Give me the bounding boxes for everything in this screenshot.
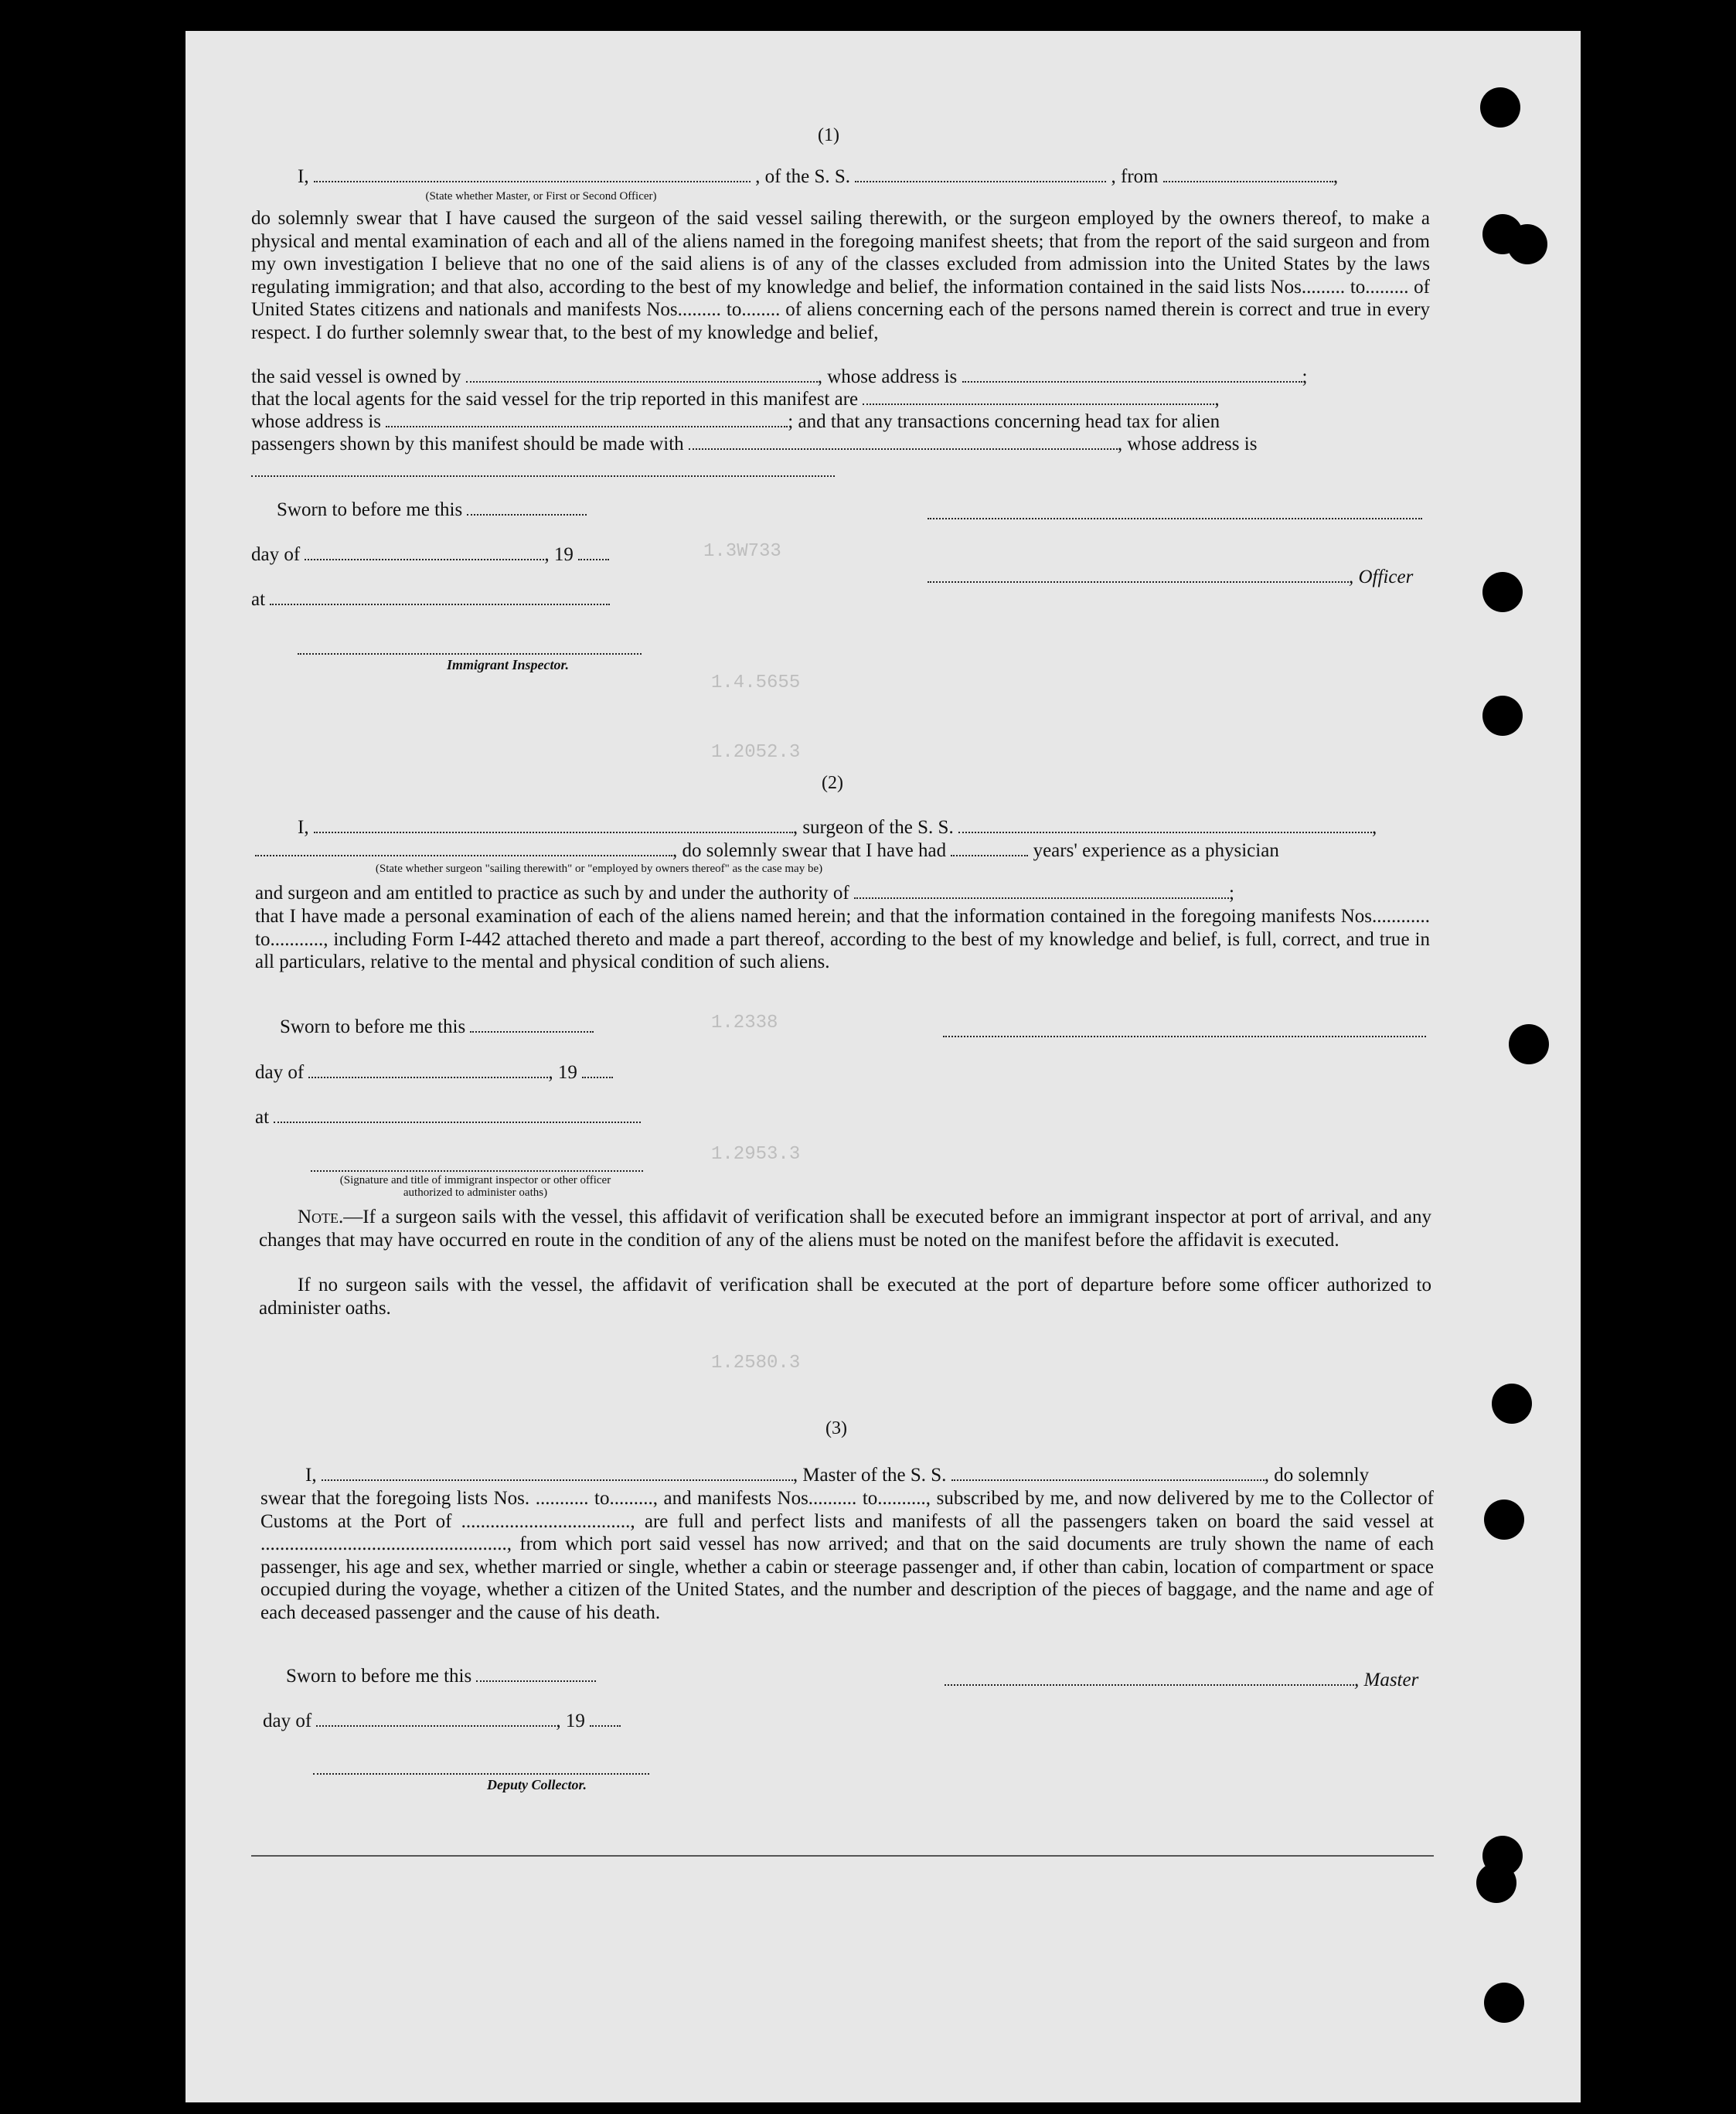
- i-label: I,: [298, 817, 309, 838]
- section-1-at-line: [251, 589, 610, 611]
- agent-address-field[interactable]: [386, 412, 788, 427]
- punch-hole: [1482, 572, 1523, 612]
- surgeon-of-label: , surgeon of the S. S.: [792, 817, 954, 838]
- at-place-field[interactable]: [274, 1108, 641, 1123]
- vessel-name-field[interactable]: [958, 818, 1372, 833]
- i-label: I,: [298, 166, 309, 187]
- section-2-day-line: [255, 1062, 613, 1084]
- master-label: , Master: [1354, 1670, 1419, 1690]
- bleed-through-mark: 1.3W733: [703, 541, 781, 562]
- year-prefix: , 19: [556, 1711, 585, 1731]
- sworn-date-field[interactable]: [470, 1017, 594, 1033]
- collector-caption: Deputy Collector.: [487, 1777, 587, 1792]
- collector-signature-field[interactable]: [313, 1772, 649, 1775]
- officer-signature-field[interactable]: [928, 516, 1422, 519]
- punch-hole: [1476, 1863, 1516, 1903]
- inspector-caption: Immigrant Inspector.: [447, 657, 570, 672]
- year-prefix: , 19: [548, 1062, 577, 1083]
- section-2-at-line: [255, 1107, 641, 1128]
- section-2-sworn-line: [280, 1016, 594, 1038]
- whose-address-label: , whose address is: [817, 366, 958, 387]
- punch-hole: [1492, 1384, 1532, 1424]
- section-3-oath-text: swear that the foregoing lists Nos. ........... to........., and manifests Nos.......... to.........., subscribed by me, and now delivered by me to the Collector of Customs at the Port of ..................................., are full and perfect lists and manifests of all the passengers taken on board the said vessel at ..................................................., from which port said vessel has now arrived; and that on the said documents are truly shown the name of each passenger, his age and sex, whether married or single, whether a cabin or steerage passenger and, if other than cabin, location of compartment or space occupied during the voyage, whether a citizen of the United States, and the number and description of the pieces of baggage, and the name and age of each deceased passenger and the cause of his death.: [260, 1488, 1434, 1623]
- bottom-rule: [251, 1855, 1434, 1857]
- head-tax-address-label: , whose address is: [1117, 434, 1258, 454]
- section-3-day-line: [263, 1711, 621, 1732]
- day-of-label: day of: [263, 1711, 312, 1731]
- punch-hole: [1480, 87, 1520, 128]
- officer-title-line: [928, 567, 1413, 588]
- punch-hole: [1507, 224, 1547, 264]
- owned-by-label: the said vessel is owned by: [251, 366, 461, 387]
- local-agents-line: that the local agents for the said vessel for the trip reported in this manifest are ,: [251, 389, 1220, 410]
- bleed-through-mark: 1.4.5655: [711, 672, 801, 693]
- officer-name-field[interactable]: [314, 167, 751, 182]
- sworn-label: Sworn to before me this: [277, 499, 463, 520]
- owned-by-line: the said vessel is owned by , whose address is ;: [251, 366, 1308, 387]
- section-1-number: (1): [818, 125, 839, 145]
- oath-officer-signature-field[interactable]: [311, 1169, 643, 1172]
- day-field[interactable]: [316, 1711, 556, 1727]
- do-solemnly-label: , do solemnly swear that I have had: [672, 840, 947, 861]
- section-3-sworn-line: [286, 1666, 596, 1687]
- section-1-sworn-line: [277, 499, 587, 521]
- owner-address-field[interactable]: [962, 367, 1302, 383]
- sworn-date-field[interactable]: [467, 500, 587, 516]
- head-tax-label: ; and that any transactions concerning head tax for alien: [788, 411, 1220, 432]
- day-of-label: day of: [255, 1062, 305, 1083]
- from-port-field[interactable]: [1163, 167, 1333, 182]
- officer-rank-caption: (State whether Master, or First or Second Officer): [425, 190, 657, 203]
- sworn-date-field[interactable]: [476, 1666, 596, 1682]
- entitled-label: and surgeon and am entitled to practice as such by and under the authority of: [255, 883, 849, 904]
- master-of-label: , Master of the S. S.: [792, 1465, 947, 1486]
- authority-field[interactable]: [854, 883, 1229, 899]
- experience-line: [255, 840, 1279, 862]
- local-agents-field[interactable]: [863, 390, 1214, 405]
- at-place-field[interactable]: [270, 590, 610, 605]
- owner-field[interactable]: [466, 367, 818, 383]
- of-ss-label: , of the S. S.: [755, 166, 851, 187]
- at-label: at: [255, 1107, 270, 1128]
- punch-hole: [1484, 1983, 1524, 2023]
- inspector-signature-field[interactable]: [298, 652, 642, 655]
- bleed-through-mark: 1.2580.3: [711, 1353, 801, 1374]
- year-field[interactable]: [590, 1711, 621, 1727]
- agent-address-line: [251, 411, 1220, 433]
- surgeon-signature-field[interactable]: [943, 1034, 1426, 1037]
- section-2-note-2: [259, 1274, 1431, 1319]
- punch-hole: [1482, 696, 1523, 736]
- year-field[interactable]: [582, 1063, 613, 1078]
- day-field[interactable]: [305, 545, 544, 560]
- section-1-day-line: [251, 544, 609, 566]
- bleed-through-mark: 1.2953.3: [711, 1144, 801, 1165]
- head-tax-agent-field[interactable]: [689, 434, 1118, 450]
- local-agents-label: that the local agents for the said vessel for the trip reported in this manifest are: [251, 389, 859, 410]
- head-tax-line: [251, 434, 1257, 455]
- sworn-label: Sworn to before me this: [280, 1016, 466, 1037]
- do-solemnly-label: , do solemnly: [1264, 1465, 1370, 1486]
- surgeon-type-field[interactable]: [255, 841, 672, 856]
- agent-address-label: whose address is: [251, 411, 382, 432]
- year-prefix: , 19: [544, 544, 574, 565]
- at-label: at: [251, 589, 266, 610]
- section-2-oath-text: that I have made a personal examination of each of the aliens named herein; and that the information contained in the foregoing manifests Nos............ to..........., including Form I-442 attached thereto and made a part thereof, according to the best of my knowledge and belief, is full, correct, and true in all particulars, relative to the mental and physical condition of such aliens.: [255, 906, 1430, 972]
- section-3-number: (3): [825, 1418, 847, 1438]
- sworn-label: Sworn to before me this: [286, 1666, 472, 1687]
- passengers-label: passengers shown by this manifest should be made with: [251, 434, 684, 454]
- surgeon-name-field[interactable]: [314, 818, 793, 833]
- section-2-number: (2): [822, 773, 843, 793]
- day-of-label: day of: [251, 544, 301, 565]
- head-tax-address-field[interactable]: [251, 474, 835, 477]
- master-signature-field[interactable]: [945, 1670, 1354, 1686]
- section-2-note: [259, 1206, 1431, 1251]
- bleed-through-mark: 1.2338: [711, 1013, 778, 1033]
- from-label: , from: [1111, 166, 1159, 187]
- section-1-header-line: I, , of the S. S. , from ,: [298, 166, 1339, 187]
- note-text: —If a surgeon sails with the vessel, this affidavit of verification shall be executed before an immigrant inspector at port of arrival, and any changes that may have occurred en route in the condition of any of the aliens must be noted on the manifest before the affidavit is executed.: [259, 1207, 1431, 1251]
- years-field[interactable]: [951, 841, 1028, 856]
- section-2-header-line: I, , surgeon of the S. S. ,: [298, 817, 1377, 838]
- i-label: I,: [305, 1465, 317, 1486]
- bleed-through-mark: 1.2052.3: [711, 742, 801, 763]
- authority-line: and surgeon and am entitled to practice as such by and under the authority of ;: [255, 883, 1234, 904]
- officer-label: , Officer: [1349, 567, 1414, 587]
- punch-hole: [1509, 1024, 1549, 1064]
- section-1-oath-text: do solemnly swear that I have caused the surgeon of the said vessel sailing therewith, or the surgeon employed by the owners thereof, to make a physical and mental examination of each and all of the aliens named in the foregoing manifest sheets; that from the report of the said surgeon and from my own investigation I believe that no one of the said aliens is of any of the classes excluded from admission into the United States by the laws regulating immigration; and that also, according to the best of my knowledge and belief, the information contained in the said lists Nos......... to......... of United States citizens and nationals and manifests Nos......... to........ of aliens concerning each of the persons named therein is correct and true in every respect. I do further solemnly swear that, to the best of my knowledge and belief,: [251, 208, 1430, 343]
- vessel-name-field[interactable]: [951, 1466, 1265, 1481]
- year-field[interactable]: [578, 545, 609, 560]
- master-name-field[interactable]: [322, 1466, 793, 1481]
- surgeon-type-caption: (State whether surgeon "sailing therewith" or "employed by owners thereof" as the case may be): [375, 863, 823, 875]
- oath-officer-caption: (Signature and title of immigrant inspector or other officer authorized to administer oaths): [339, 1174, 611, 1199]
- master-signature-line: [945, 1670, 1418, 1691]
- note-label: Note.: [298, 1207, 344, 1227]
- day-field[interactable]: [308, 1063, 548, 1078]
- punch-hole: [1484, 1500, 1524, 1540]
- vessel-name-field[interactable]: [855, 167, 1106, 182]
- note-2-text: If no surgeon sails with the vessel, the affidavit of verification shall be executed at the port of departure before some officer authorized to administer oaths.: [259, 1275, 1431, 1319]
- years-label: years' experience as a physician: [1033, 840, 1279, 861]
- section-3-header-line: [305, 1465, 1369, 1486]
- officer-title-field[interactable]: [928, 567, 1349, 583]
